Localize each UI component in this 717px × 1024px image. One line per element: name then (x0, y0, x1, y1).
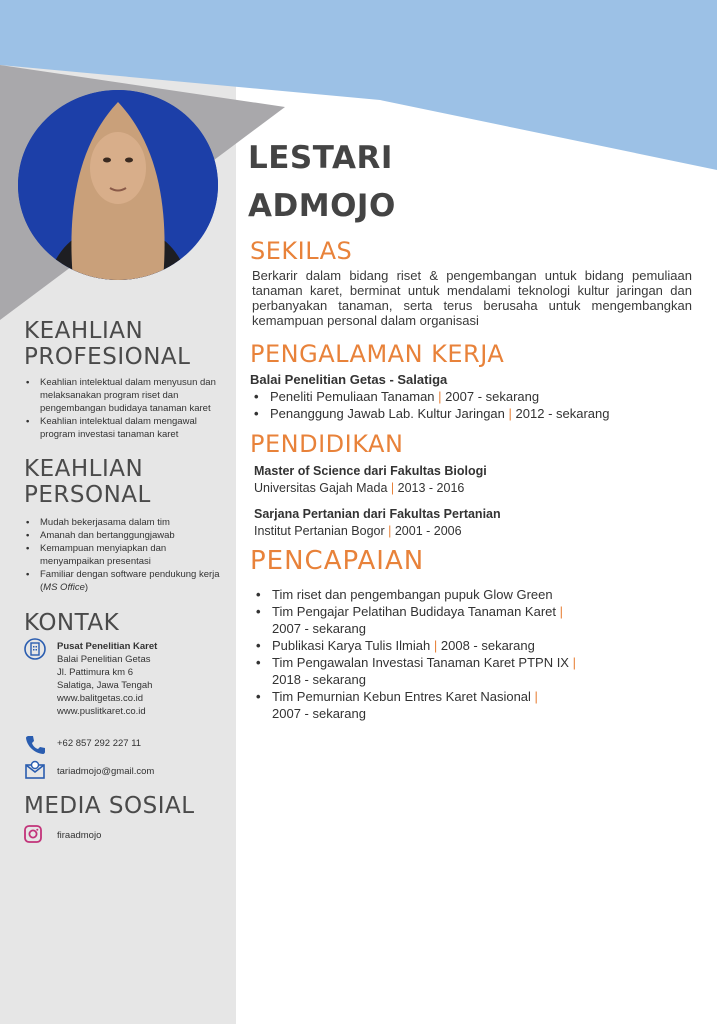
education-title: PENDIDIKAN (250, 430, 404, 458)
achievement-item: • Tim Pengajar Pelatihan Budidaya Tanaman Karet | 2007 - sekarang (252, 603, 582, 637)
achievement-item: • Tim Pengawalan Investasi Tanaman Karet PTPN IX | 2018 - sekarang (252, 654, 582, 688)
contact-email[interactable]: tariadmojo@gmail.com (57, 766, 155, 777)
personal-skills-title: KEAHLIAN PERSONAL (24, 456, 151, 508)
personal-skill-item: • Amanah dan bertanggungjawab (24, 529, 229, 542)
building-icon (24, 638, 46, 660)
experience-list (250, 388, 610, 422)
achievement-item: • Tim riset dan pengembangan pupuk Glow Green (252, 586, 582, 603)
contact-title: KONTAK (24, 610, 120, 636)
achievements-list (252, 586, 582, 722)
experience-title: PENGALAMAN KERJA (250, 340, 505, 368)
experience-item: • Peneliti Pemuliaan Tanaman | 2007 - sekarang (250, 388, 610, 405)
profile-photo (18, 90, 218, 280)
phone-icon (24, 733, 46, 755)
contact-address: Pusat Penelitian Karet Balai Penelitian Getas Jl. Pattimura km 6 Salatiga, Jawa Tengah www.balitgetas.co.id www.puslitkaret.co.id (57, 641, 158, 717)
name-last: ADMOJO (248, 188, 396, 224)
personal-skill-item: • Kemampuan menyiapkan dan menyampaikan presentasi (24, 542, 229, 568)
experience-org: Balai Penelitian Getas - Salatiga (250, 372, 448, 387)
prof-skill-item: • Keahlian intelektual dalam menyusun dan melaksanakan program riset dan pengembangan budidaya tanaman karet (24, 376, 229, 415)
education-degree: Master of Science dari Fakultas Biologi (254, 464, 487, 478)
summary-text: Berkarir dalam bidang riset & pengembangan untuk bidang pemuliaan tanaman karet, berminat untuk mendalami teknologi kultur jaringan dan perbanyakan tanaman, serta terus berusaha untuk mengembangkan kemampuan personal dalam organisasi (252, 268, 692, 328)
instagram-icon (24, 825, 42, 843)
prof-skills-list (24, 376, 229, 441)
summary-title: SEKILAS (250, 237, 353, 265)
education-degree: Sarjana Pertanian dari Fakultas Pertanian (254, 507, 501, 521)
education-institution: Institut Pertanian Bogor | 2001 - 2006 (254, 524, 462, 538)
instagram-handle[interactable]: firaadmojo (57, 830, 102, 841)
contact-phone[interactable]: +62 857 292 227 11 (57, 738, 142, 749)
education-institution: Universitas Gajah Mada | 2013 - 2016 (254, 481, 465, 495)
achievements-title: PENCAPAIAN (250, 546, 425, 576)
experience-item: • Penanggung Jawab Lab. Kultur Jaringan | 2012 - sekarang (250, 405, 610, 422)
social-title: MEDIA SOSIAL (24, 793, 195, 819)
prof-skill-item: • Keahlian intelektual dalam mengawal program investasi tanaman karet (24, 415, 229, 441)
email-icon (24, 759, 46, 781)
achievement-item: • Tim Pemurnian Kebun Entres Karet Nasional | 2007 - sekarang (252, 688, 582, 722)
personal-skill-item: • Familiar dengan software pendukung kerja (MS Office) (24, 568, 229, 594)
personal-skills-list (24, 516, 229, 594)
website-link[interactable]: www.balitgetas.co.id (57, 693, 144, 704)
name-first: LESTARI (248, 140, 393, 176)
prof-skills-title: KEAHLIAN PROFESIONAL (24, 318, 191, 370)
website-link[interactable]: www.puslitkaret.co.id (57, 706, 146, 717)
achievement-item: • Publikasi Karya Tulis Ilmiah | 2008 - sekarang (252, 637, 582, 654)
personal-skill-item: • Mudah bekerjasama dalam tim (24, 516, 229, 529)
